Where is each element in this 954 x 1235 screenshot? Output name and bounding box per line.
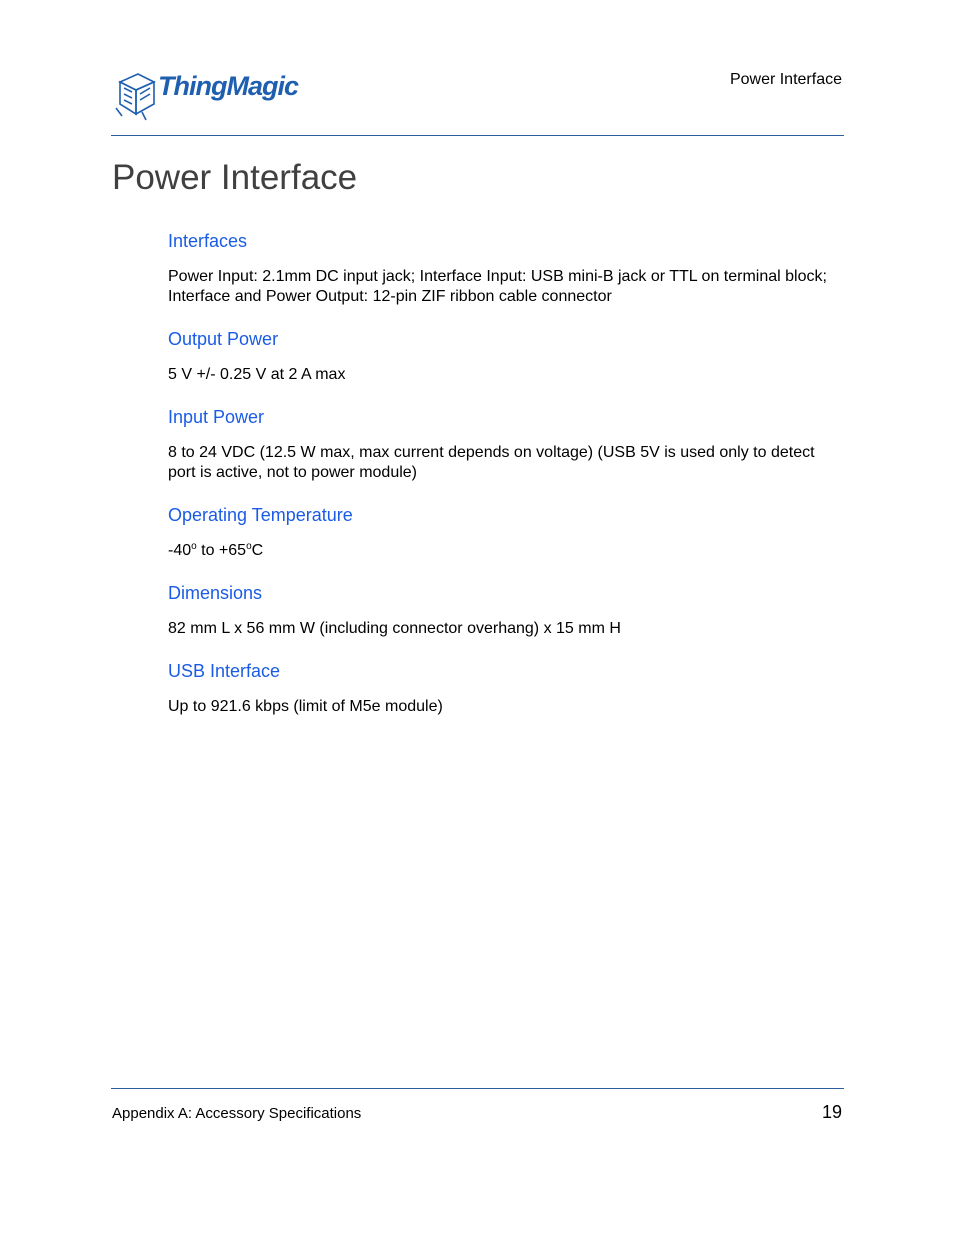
section-heading: Interfaces [168,231,248,251]
section-usb-interface [168,659,838,717]
degree-mark: o [246,541,252,552]
temp-unit: C [251,542,264,559]
footer-chapter: Appendix A: Accessory Specifications [112,1105,362,1122]
section-body: Power Input: 2.1mm DC input jack; Interface Input: USB mini-B jack or TTL on terminal block; Interface and Power Output: 12-pin ZIF ribbon cable connector [168,268,827,305]
section-interfaces [168,229,838,307]
page-title: Power Interface [112,158,358,197]
section-heading: Operating Temperature [168,505,353,525]
section-body: 5 V +/- 0.25 V at 2 A max [168,366,346,383]
footer-rule [111,1088,844,1089]
section-dimensions [168,581,838,639]
section-body: 82 mm L x 56 mm W (including connector overhang) x 15 mm H [168,620,621,637]
section-body [168,541,838,561]
section-heading: Output Power [168,329,279,349]
degree-mark: o [191,541,197,552]
section-input-power [168,405,838,483]
temp-min: -40 [168,542,192,559]
logo-wordmark: ThingMagic [158,71,298,101]
section-heading: Input Power [168,407,265,427]
section-operating-temperature [168,503,838,561]
header-rule [111,135,844,136]
cube-logo-icon [112,68,158,122]
section-body: 8 to 24 VDC (12.5 W max, max current depends on voltage) (USB 5V is used only to detect port is active, not to power module) [168,444,815,481]
section-heading: Dimensions [168,583,263,603]
running-header-title: Power Interface [729,71,842,88]
thingmagic-logo [112,68,312,122]
spec-content [168,229,838,737]
temp-max: to +65 [196,542,247,559]
page-number: 19 [821,1102,842,1122]
section-heading: USB Interface [168,661,281,681]
section-output-power [168,327,838,385]
section-body: Up to 921.6 kbps (limit of M5e module) [168,698,443,715]
